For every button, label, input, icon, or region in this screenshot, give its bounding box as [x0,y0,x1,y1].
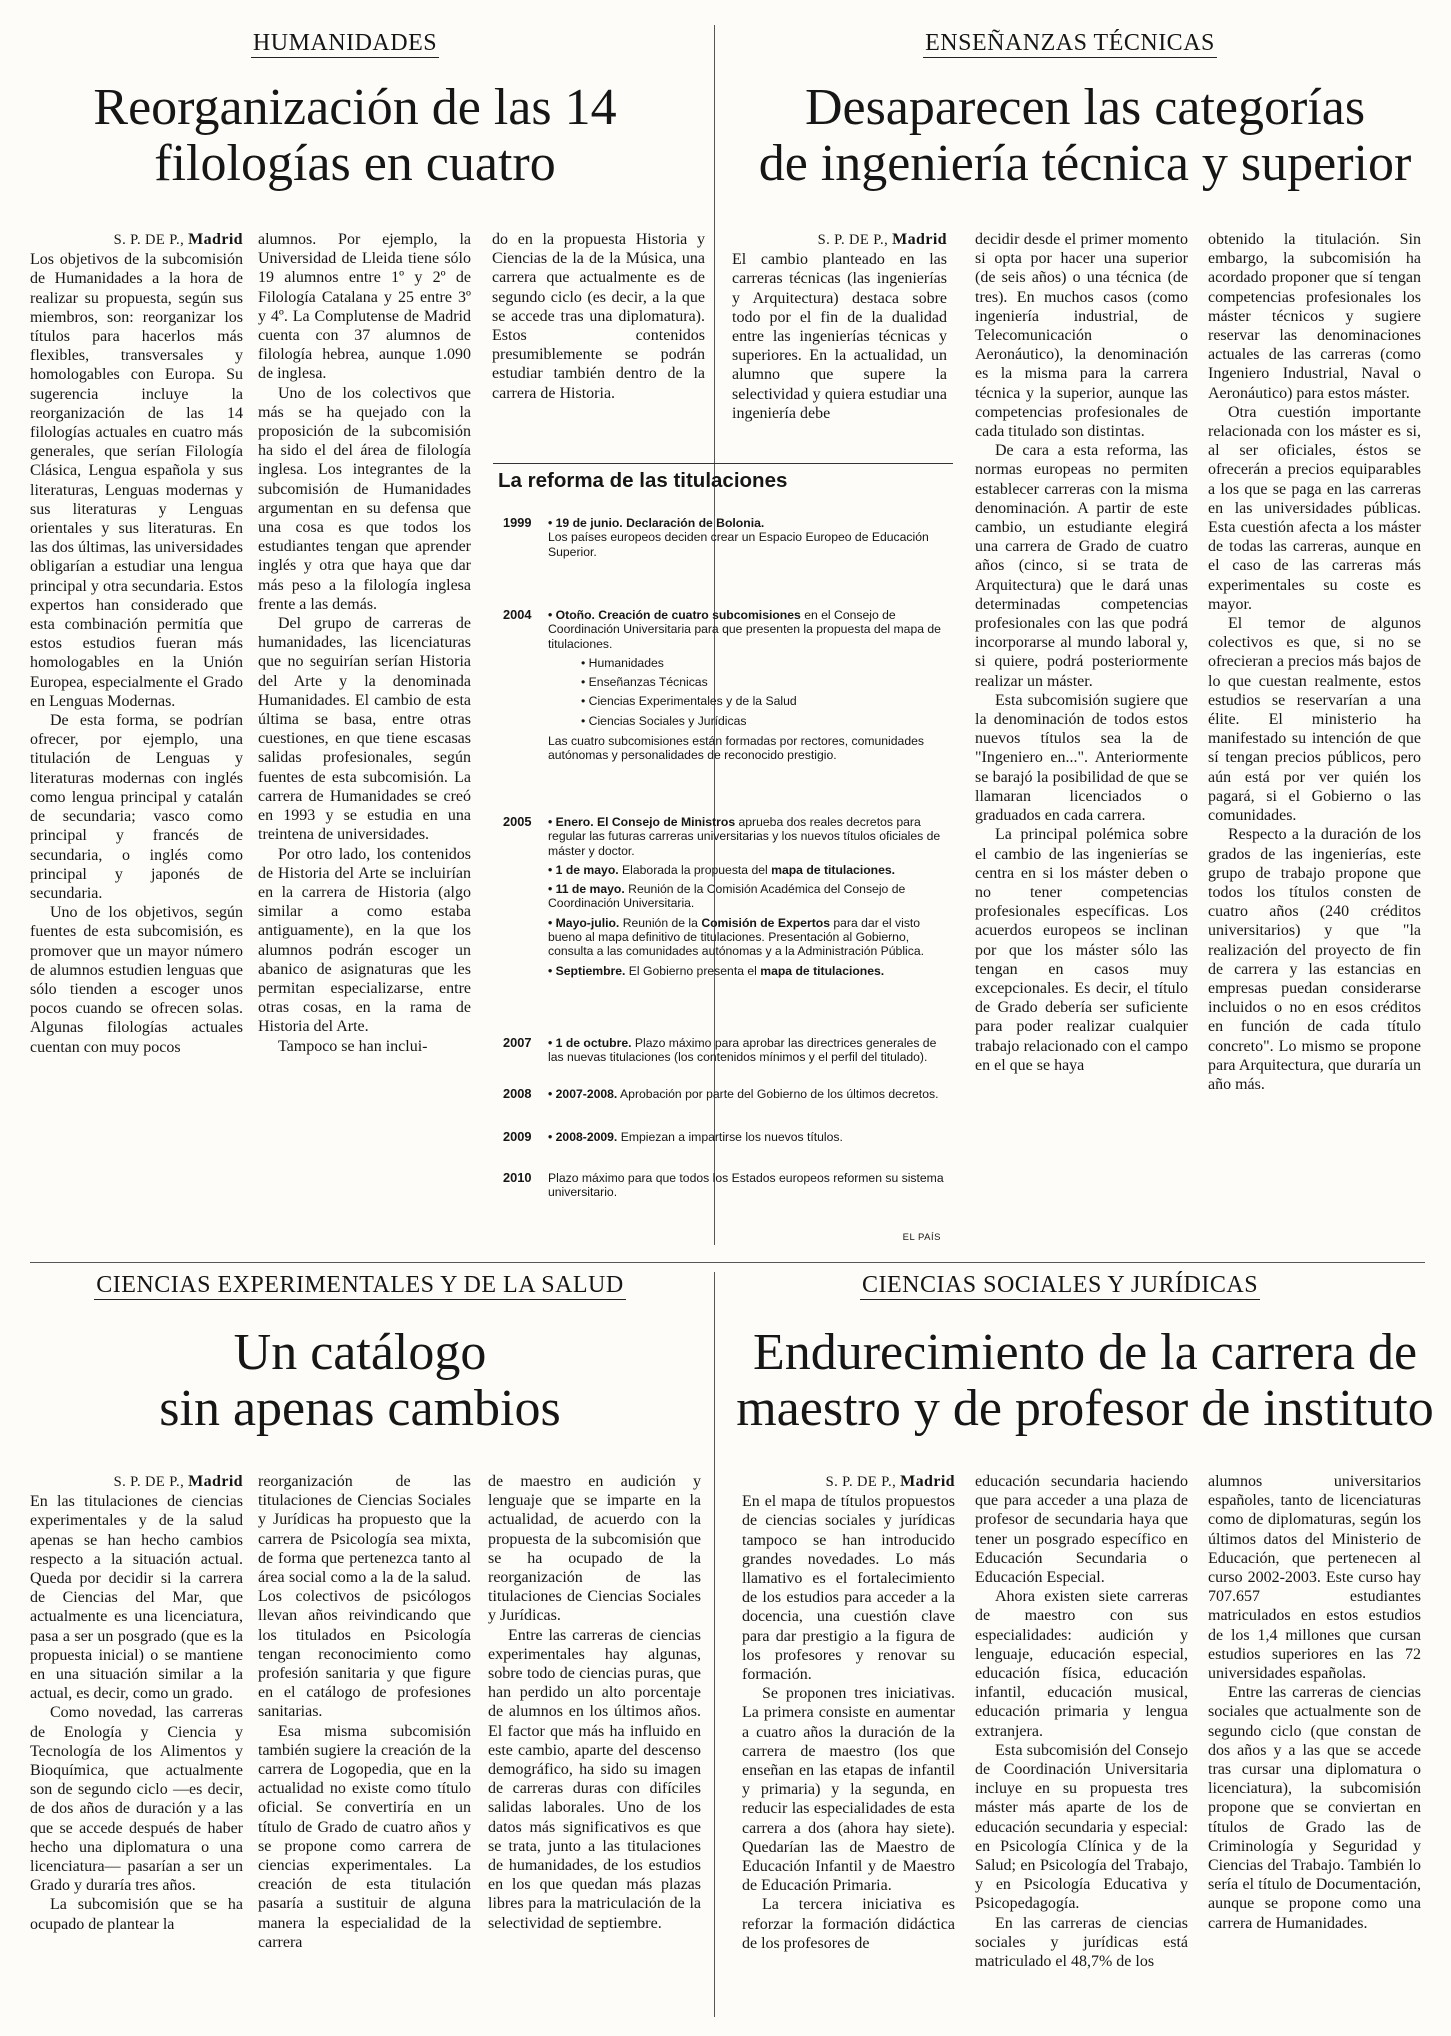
credit: EL PAÍS [902,1232,941,1243]
column-divider [714,1272,715,2017]
article-column: educación secundaria haciendo que para acceder a una plaza de profesor de secundaria haya que tener un posgrado específico en Educación Secundaria o Educación Especial. Ahora existen siete carreras de maestro con sus especialidades: audición y lenguaje, educación especial, educación física, educación infantil, educación musical, educación primaria y lengua extranjera. Esta subcomisión del Consejo de Coordinación Universitaria incluye en su propuesta tres máster más aparte de los de educación secundaria y especial: en Psicología Clínica y de la Salud; en Psicología del Trabajo, y en Psicología Educativa y Psicopedagogía. En las carreras de ciencias sociales y jurídicas está matriculado el 48,7% de los [975,1473,1188,1971]
timeline-entry: 2007 • 1 de octubre. Plazo máximo para aprobar las directrices generales de las nuevas titulaciones (los contenidos mínimos y el perfil del titulado). [503,1035,937,1065]
subcomisiones-list: • Humanidades • Enseñanzas Técnicas • Ciencias Experimentales y de la Salud • Ciencias Sociales y Jurídicas [548,656,948,728]
timeline-title: La reforma de las titulaciones [498,469,788,492]
section-divider [30,1262,1425,1263]
timeline-entry: 2008 • 2007-2008. Aprobación por parte del Gobierno de los últimos decretos. [503,1086,939,1101]
byline: S. P. DE P., Madrid [113,231,243,248]
timeline-entry: 2009 • 2008-2009. Empiezan a impartirse los nuevos títulos. [503,1129,843,1144]
timeline-entry: 2005 • Enero. El Consejo de Ministros aprueba dos reales decretos para regular las futuras carreras universitarias y los nuevos títulos oficiales de máster y doctor. • 1 de mayo. Elaborada la propuesta del mapa de titulaciones. • 11 de mayo. Reunión de la Comisión Académica del Consejo de Coordinación Universitaria. • Mayo-julio. Reunión de la Comisión de Expertos para dar el visto bueno al mapa definitivo de titulaciones. Presentación al Gobierno, consulta a las comunidades autónomas y a la Administración Pública. • Septiembre. El Gobierno presenta el mapa de titulaciones. [503,814,941,978]
byline: S. P. DE P., Madrid [113,1473,243,1490]
headline-humanidades: Reorganización de las 14 filologías en cuatro [93,79,617,192]
article-column: alumnos universitarios españoles, tanto de licenciaturas como de diplomaturas, según los últimos datos del Ministerio de Educación, que pertenecen al curso 2002-2003. Este curso hay 707.657 estudiantes matriculados en estos estudios de los 1,4 millones que cursan estudios superiores en las 72 universidades españolas. Entre las carreras de ciencias sociales que actualmente son de segundo ciclo (que constan de dos años y a las que se accede tras cursar una diplomatura o licenciatura), la subcomisión propone que se conviertan en títulos de Grado las de Criminología y Seguridad y Ciencias del Trabajo. También lo sería el título de Documentación, aunque se propone como una carrera de Humanidades. [1208,1473,1421,1932]
article-column: S. P. DE P., Madrid Los objetivos de la subcomisión de Humanidades a la hora de realizar su propuesta, según sus miembros, son: reorganizar los títulos para hacerlos más flexibles, transversales y homologables con Europa. Su sugerencia incluye la reorganización de las 14 filologías actuales en cuatro más generales, que serían Filología Clásica, Lengua española y sus literaturas, Lenguas modernas y sus literaturas y Lenguas orientales y sus literaturas. En las dos últimas, las universidades obligarían a estudiar una lengua principal y otra secundaria. Estos expertos han considerado que esta combinación permitía que estos estudios fueran más homologables en la Unión Europea, especialmente el Grado en Lenguas Modernas. De esta forma, se podrían ofrecer, por ejemplo, una titulación de Lenguas y literaturas modernas con inglés como lengua principal y catalán de secundaria; vasco como principal y francés de secundaria, o inglés como principal y japonés de secundaria. Uno de los objetivos, según fuentes de esta subcomisión, es promover que un mayor número de alumnos estudien lenguas que sólo tienden a escoger unos pocos cuando se ofrecen solas. Algunas filologías actuales cuentan con muy pocos [30,231,243,1056]
article-column: S. P. DE P., Madrid En el mapa de títulos propuestos de ciencias sociales y jurídicas tampoco se han introducido grandes novedades. Lo más llamativo es el fortalecimiento de los estudios para acceder a la docencia, una cuestión clave para dar prestigio a la figura de los profesores y renovar su formación. Se proponen tres iniciativas. La primera consiste en aumentar a cuatro años la duración de la carrera de maestro (los que enseñan en las etapas de infantil y primaria) y la segunda, en reducir las especialidades de esta carrera a dos (ahora hay siete). Quedarían las de Maestro de Educación Infantil y de Maestro de Educación Primaria. La tercera iniciativa es reforzar la formación didáctica de los profesores de [742,1473,955,1952]
timeline-entry: 1999 • 19 de junio. Declaración de Bolonia. Los países europeos deciden crear un Espacio Europeo de Educación Superior. [503,515,929,559]
headline-ciencias: Un catálogo sin apenas cambios [159,1324,561,1437]
section-label-tecnicas: ENSEÑANZAS TÉCNICAS [925,30,1215,56]
timeline-entry: 2010 Plazo máximo para que todos los Estados europeos reformen su sistema universitario. [503,1170,944,1200]
article-column: decidir desde el primer momento si opta por hacer una superior (de seis años) o una técnica (de tres). En muchos casos (como ingeniería industrial, de Telecomunicación o Aeronáutico), la denominación es la misma para la carrera técnica y la superior, aunque las competencias profesionales de cada titulado son distintas. De cara a esta reforma, las normas europeas no permiten establecer carreras con la misma denominación. A partir de este cambio, un estudiante elegirá una carrera de Grado de cuatro años (cinco, si se trata de Arquitectura) que le dará unas determinadas competencias profesionales con las que podrá incorporarse al mundo laboral y, si quiere, podrá posteriormente realizar un máster. Esta subcomisión sugiere que la denominación de todos estos nuevos títulos sea la de "Ingeniero en...". Anteriormente se barajó la posibilidad de que se llamaran licenciados o graduados en cada carrera. La principal polémica sobre el cambio de las ingenierías se centra en si los máster deben o no tener competencias profesionales específicas. Los acuerdos europeos se inclinan por que los máster sólo las tengan en casos muy excepcionales. Es decir, el título de Grado debería ser suficiente para poder realizar cualquier trabajo relacionado con el campo en el que se haya [975,231,1188,1074]
byline: S. P. DE P., Madrid [817,231,947,248]
section-label-sociales: CIENCIAS SOCIALES Y JURÍDICAS [861,1272,1259,1298]
section-label-humanidades: HUMANIDADES [252,30,438,56]
article-column: obtenido la titulación. Sin embargo, la subcomisión ha acordado proponer que sí tengan competencias profesionales los máster técnicos y sugiere reservar las denominaciones actuales de las carreras (como Ingeniero Industrial, Naval o Aeronáutico) para estos máster. Otra cuestión importante relacionada con los máster es si, al ser oficiales, éstos se ofrecerán a precios equiparables a los que se paga en las carreras en las universidades públicas. Esta cuestión afecta a los máster de todas las carreras, aunque en el caso de las carreras más experimentales su coste es mayor. El temor de algunos colectivos es que, si no se ofrecieran a precios más bajos de lo que cuestan realmente, estos estudios se reservarían a una élite. El ministerio ha manifestado su intención de que sí tengan precios públicos, pero aún está por ver quién los pagará, si el Gobierno o las comunidades. Respecto a la duración de los grados de las ingenierías, este grupo de trabajo propone que todos los títulos consten de cuatro años (240 créditos universitarios) y que "la realización del proyecto de fin de carrera y las estancias en empresas puedan considerarse incluidos o no en esos créditos en función de cada título concreto". Lo mismo se propone para Arquitectura, que duraría un año más. [1208,231,1421,1093]
timeline-entry: 2004 • Otoño. Creación de cuatro subcomisiones en el Consejo de Coordinación Universitaria para que presenten la propuesta del mapa de titulaciones. • Humanidades • Enseñanzas Técnicas • Ciencias Experimentales y de la Salud • Ciencias Sociales y Jurídicas Las cuatro subcomisiones están formadas por rectores, comunidades autónomas y personalidades de reconocido prestigio. [493,608,953,768]
headline-sociales: Endurecimiento de la carrera de maestro y de profesor de instituto [736,1324,1434,1437]
article-column: reorganización de las titulaciones de Ciencias Sociales y Jurídicas ha propuesto que la carrera de Psicología sea mixta, de forma que pertenezca tanto al área social como a la de la salud. Los colectivos de psicólogos llevan años reivindicando que los titulados en Psicología tengan reconocimiento como profesión sanitaria y que figure en el catálogo de profesiones sanitarias. Esa misma subcomisión también sugiere la creación de la carrera de Logopedia, que en la actualidad no existe como título oficial. Se convertiría en un título de Grado de cuatro años y se propone como carrera de ciencias experimentales. La creación de esta titulación pasaría a sustituir de alguna manera la especialidad de la carrera [258,1473,471,1951]
article-column: S. P. DE P., Madrid En las titulaciones de ciencias experimentales y de la salud apenas se han hecho cambios respecto a la situación actual. Queda por decidir si la carrera de Ciencias del Mar, que actualmente es una licenciatura, pasa a ser un posgrado (que es la propuesta inicial) o se mantiene en una situación similar a la actual, es decir, como un grado. Como novedad, las carreras de Enología y Ciencia y Tecnología de los Alimentos y Bioquímica, que actualmente son de segundo ciclo —es decir, de dos años de duración y a las que se accede después de haber hecho una diplomatura o una licenciatura— pasarían a ser un Grado y duraría tres años. La subcomisión que se ha ocupado de plantear la [30,1473,243,1933]
headline-tecnicas: Desaparecen las categorías de ingeniería técnica y superior [758,79,1412,192]
article-column: S. P. DE P., Madrid El cambio planteado en las carreras técnicas (las ingenierías y Arquitectura) destaca sobre todo por el fin de la dualidad entre las ingenierías técnicas y superiores. En la actualidad, un alumno que supere la selectividad y quiera estudiar una ingeniería debe [732,231,947,422]
timeline-box [493,463,953,1243]
section-label-ciencias: CIENCIAS EXPERIMENTALES Y DE LA SALUD [96,1272,624,1298]
article-column: do en la propuesta Historia y Ciencias de la de la Música, una carrera que actualmente es de segundo ciclo (es decir, a la que se accede tras una diplomatura). Estos contenidos presumiblemente se podrán estudiar también dentro de la carrera de Historia. [492,231,705,402]
article-column: de maestro en audición y lenguaje que se imparte en la actualidad, de acuerdo con la propuesta de la subcomisión que se ha ocupado de la reorganización de las titulaciones de Ciencias Sociales y Jurídicas. Entre las carreras de ciencias experimentales hay algunas, sobre todo de ciencias puras, que han perdido un alto porcentaje de alumnos en los últimos años. El factor que más ha influido en este cambio, aparte del descenso demográfico, ha sido su imagen de carreras duras con difíciles salidas laborales. Uno de los datos más significativos es que se trata, junto a las titulaciones de humanidades, de los estudios en los que quedan más plazas libres para la matriculación de la selectividad de septiembre. [488,1473,701,1932]
article-column: alumnos. Por ejemplo, la Universidad de Lleida tiene sólo 19 alumnos entre 1º y 2º de Filología Catalana y 25 entre 3º y 4º. La Complutense de Madrid cuenta con 37 alumnos de filología hebrea, aunque 1.090 de inglesa. Uno de los colectivos que más se ha quejado con la proposición de la subcomisión ha sido el del área de filología inglesa. Los integrantes de la subcomisión de Humanidades argumentan en su defensa que una cosa es que todos los estudiantes tengan que aprender inglés y otra que haya que dar más peso a la filología inglesa frente a las demás. Del grupo de carreras de humanidades, las licenciaturas que no seguirían serían Historia del Arte y la denominada Humanidades. El cambio de esta última se basa, entre otras cuestiones, en que tiene escasas salidas profesionales, según fuentes de esta subcomisión. La carrera de Humanidades se creó en 1993 y se estudia en una treintena de universidades. Por otro lado, los contenidos de Historia del Arte se incluirían en la carrera de Historia (algo similar a como estaba antiguamente), en la que los alumnos podrán escoger un abanico de asignaturas que les permitan especializarse, entre otras cosas, en la rama de Historia del Arte. Tampoco se han inclui- [258,231,471,1055]
byline: S. P. DE P., Madrid [825,1473,955,1490]
